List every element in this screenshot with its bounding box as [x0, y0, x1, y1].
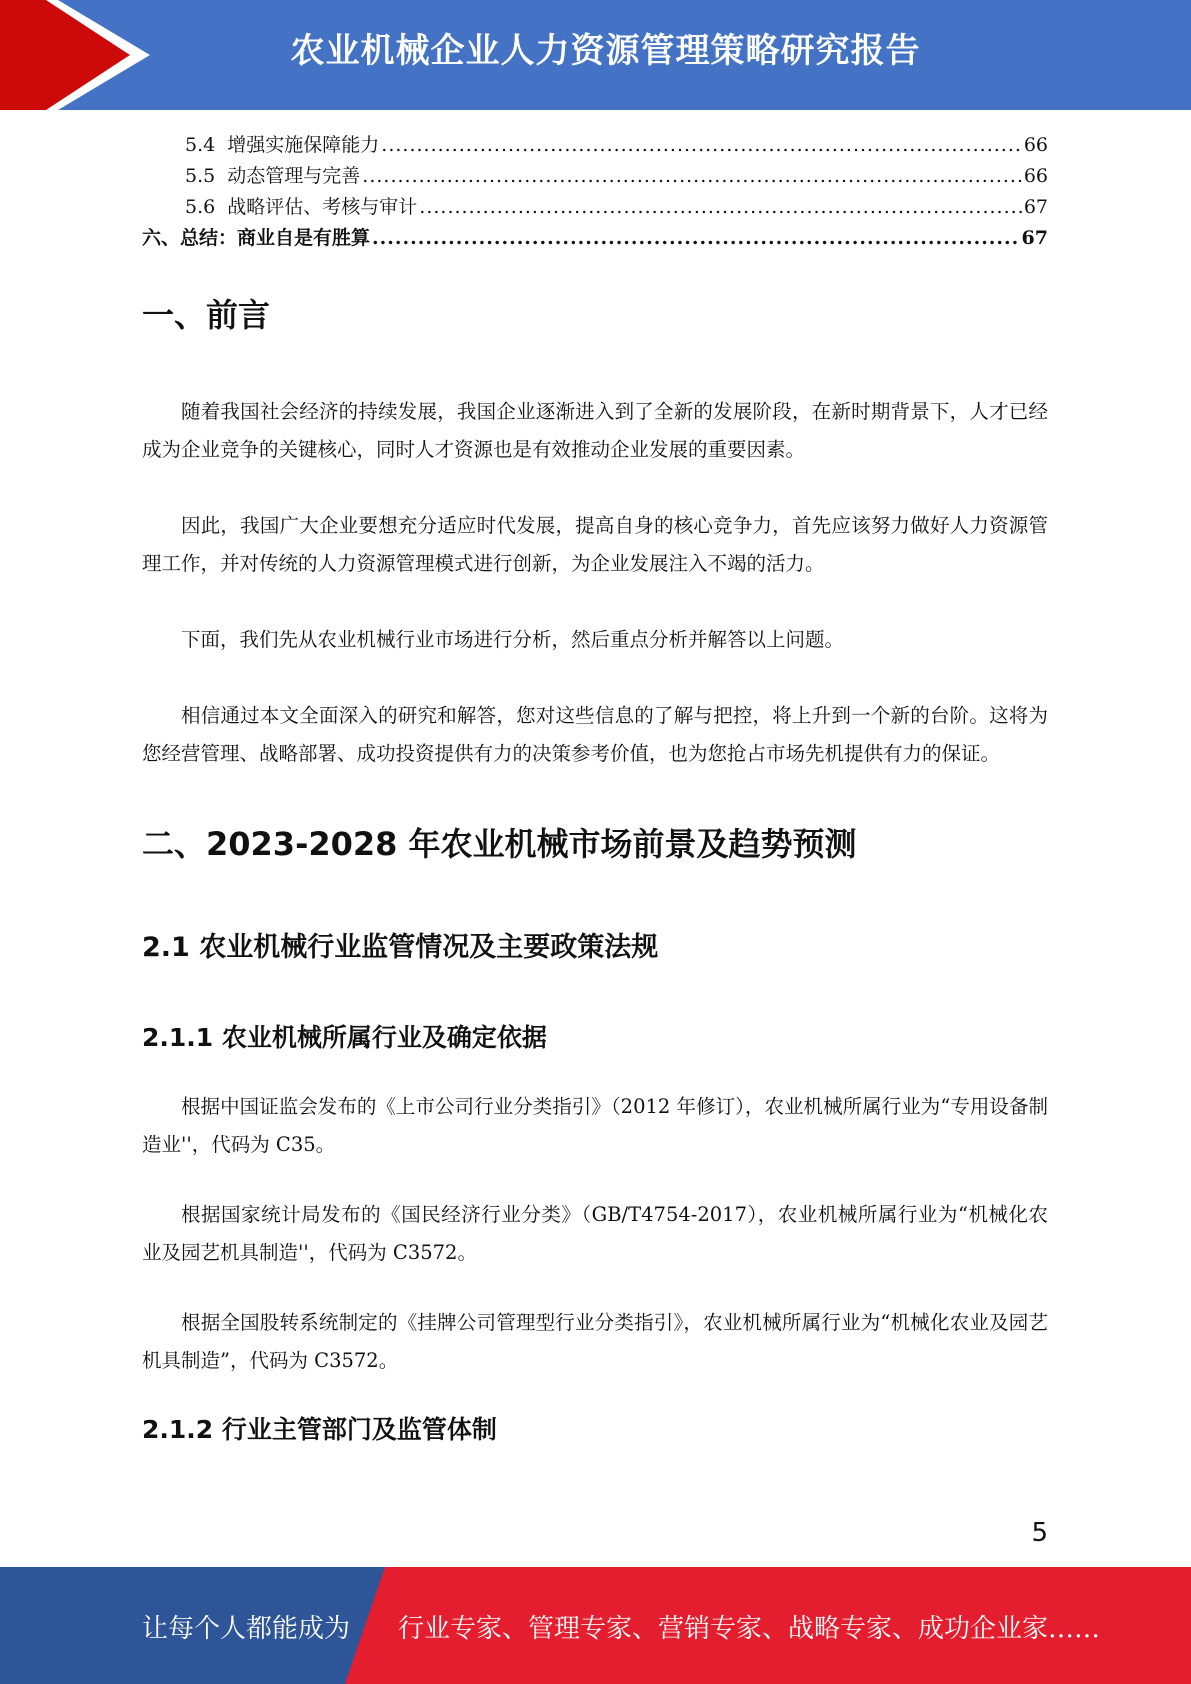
section-2-1-heading: 2.1 农业机械行业监管情况及主要政策法规: [142, 932, 659, 963]
toc-entry-label: 5.6 战略评估、考核与审计: [185, 196, 418, 218]
toc-entry-page: 66: [1023, 165, 1048, 187]
page-header: [0, 0, 1191, 110]
toc-entry-page: 67: [1021, 227, 1048, 249]
toc-entry-page: 66: [1023, 134, 1048, 156]
table-of-contents: [142, 130, 1048, 254]
toc-leader-dots: [419, 196, 1022, 218]
toc-leader-dots: [381, 134, 1022, 156]
toc-entry[interactable]: [142, 223, 1048, 254]
paragraph: 随着我国社会经济的持续发展，我国企业逐渐进入到了全新的发展阶段，在新时期背景下，人才已经成为企业竞争的关键核心，同时人才资源也是有效推动企业发展的重要因素。: [142, 400, 1048, 461]
toc-leader-dots: [362, 165, 1022, 187]
page-number: 5: [1031, 1518, 1048, 1548]
paragraph: 下面，我们先从农业机械行业市场进行分析，然后重点分析并解答以上问题。: [181, 628, 845, 651]
report-title: 农业机械企业人力资源管理策略研究报告: [290, 31, 921, 71]
toc-entry[interactable]: [142, 130, 1048, 161]
paragraph: 根据国家统计局发布的《国民经济行业分类》（GB/T4754-2017），农业机械所属行业为“机械化农业及园艺机具制造''，代码为 C3572。: [142, 1203, 1048, 1264]
preface-heading: 一、前言: [142, 296, 271, 334]
toc-entry-label: 六、总结：商业自是有胜算: [142, 227, 371, 249]
footer-slogan-left: 让每个人都能成为: [142, 1614, 351, 1644]
paragraph: 相信通过本文全面深入的研究和解答，您对这些信息的了解与把控，将上升到一个新的台阶。这将为您经营管理、战略部署、成功投资提供有力的决策参考价值，也为您抢占市场先机提供有力的保证。: [142, 704, 1048, 765]
toc-entry[interactable]: [142, 161, 1048, 192]
paragraph: 根据全国股转系统制定的《挂牌公司管理型行业分类指引》，农业机械所属行业为“机械化农业及园艺机具制造”，代码为 C3572。: [142, 1311, 1048, 1372]
paragraph: 根据中国证监会发布的《上市公司行业分类指引》（2012 年修订），农业机械所属行业为“专用设备制造业''，代码为 C35。: [142, 1095, 1048, 1156]
toc-entry-label: 5.5 动态管理与完善: [185, 165, 361, 187]
footer-slogan-right: 行业专家、管理专家、营销专家、战略专家、成功企业家……: [398, 1614, 1101, 1644]
toc-entry-label: 5.4 增强实施保障能力: [185, 134, 380, 156]
toc-leader-dots: [372, 227, 1020, 249]
chapter-2-heading: 二、2023-2028 年农业机械市场前景及趋势预测: [142, 825, 857, 863]
toc-entry-page: 67: [1023, 196, 1048, 218]
section-2-1-2-heading: 2.1.2 行业主管部门及监管体制: [142, 1415, 497, 1444]
section-2-1-1-heading: 2.1.1 农业机械所属行业及确定依据: [142, 1023, 547, 1052]
toc-entry[interactable]: [142, 192, 1048, 223]
page-footer: [0, 1567, 1191, 1684]
main-content: [142, 290, 1048, 1446]
paragraph: 因此，我国广大企业要想充分适应时代发展，提高自身的核心竞争力，首先应该努力做好人力资源管理工作，并对传统的人力资源管理模式进行创新，为企业发展注入不竭的活力。: [142, 514, 1048, 575]
